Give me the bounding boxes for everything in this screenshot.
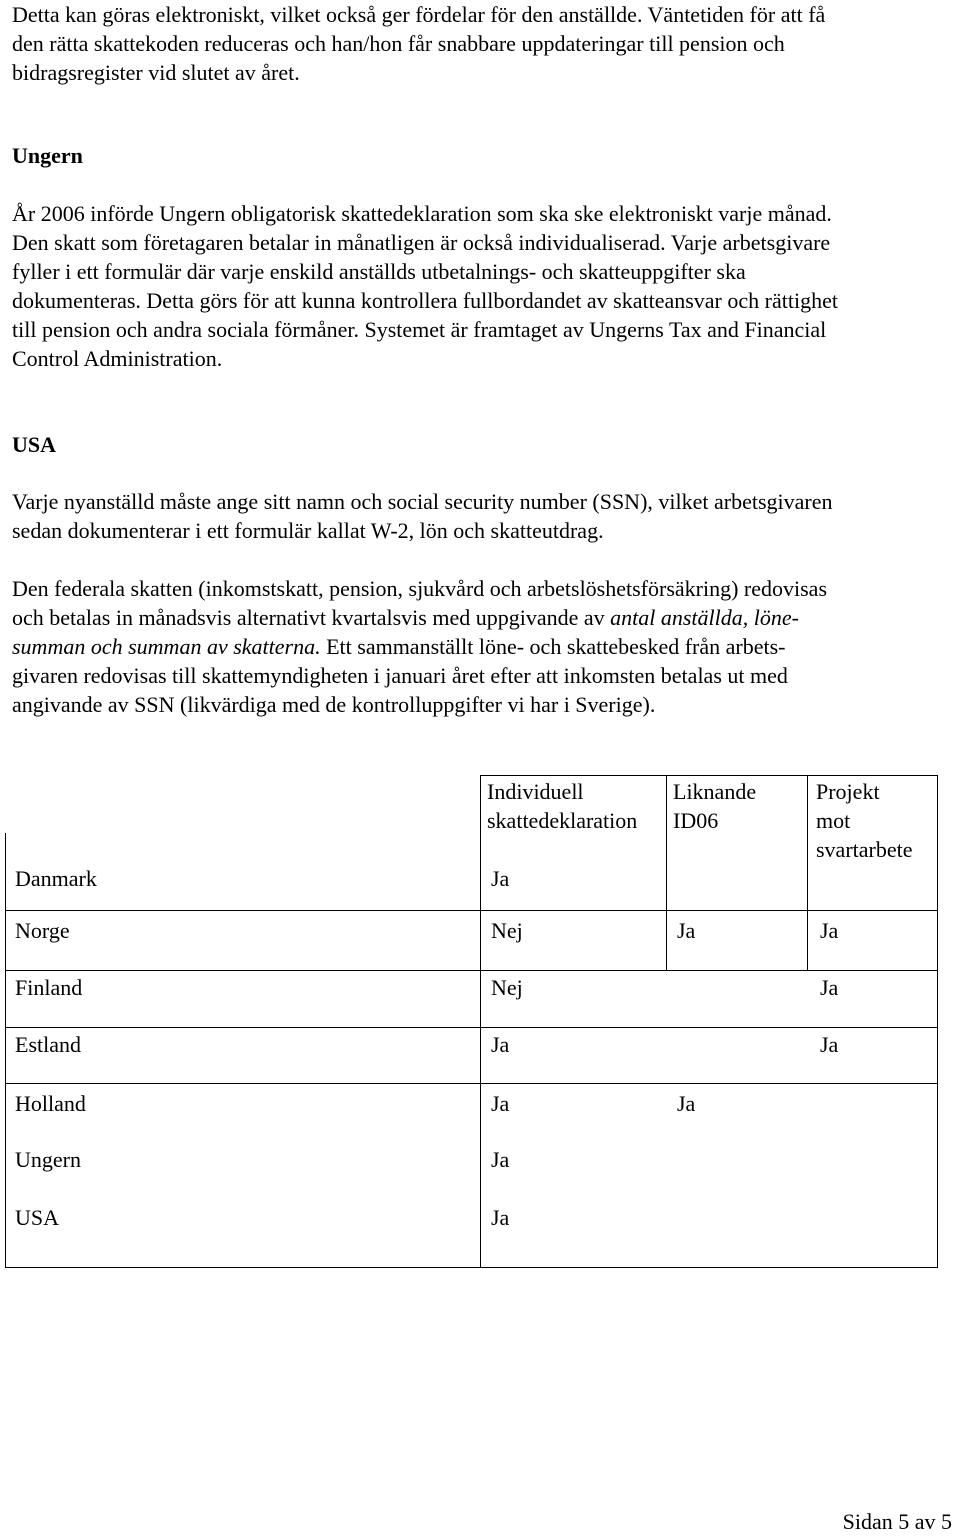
heading-usa: USA (12, 432, 57, 457)
row-country: Norge (15, 918, 70, 943)
row-individuell: Ja (491, 1205, 510, 1230)
ungern-line: Control Administration. (12, 346, 223, 371)
usa-italic-text: summan och summan av skatterna. (12, 634, 321, 659)
ungern-line: till pension och andra sociala förmåner. Systemet är framtaget av Ungerns Tax and Financial (12, 317, 827, 342)
intro-paragraph (12, 0, 956, 87)
table-rule (5, 910, 938, 911)
row-country: Ungern (15, 1147, 81, 1172)
usa-text: Ett sammanställt löne- och skattebesked från arbets- (320, 634, 786, 659)
usa-text: och betalas in månadsvis alternativt kvartalsvis med uppgivande av (12, 605, 611, 630)
row-projekt: Ja (820, 975, 839, 1000)
table-rule (5, 1027, 938, 1028)
row-individuell: Ja (491, 1091, 510, 1116)
usa-paragraph-2 (12, 574, 956, 719)
header-text: mot (816, 808, 851, 833)
row-country: Holland (15, 1091, 86, 1116)
header-text: Liknande (673, 779, 757, 804)
row-liknande: Ja (677, 1091, 696, 1116)
table-rule (937, 775, 938, 1268)
row-country: Estland (15, 1032, 81, 1057)
row-country: Finland (15, 975, 83, 1000)
usa-line (12, 632, 956, 661)
header-text: Individuell (487, 779, 584, 804)
ungern-line: Den skatt som företagaren betalar in månatligen är också individualiserad. Varje arbetsgivare (12, 230, 831, 255)
page-number: Sidan 5 av 5 (842, 1509, 952, 1534)
ungern-paragraph (12, 199, 956, 373)
usa-line: givaren redovisas till skattemyndigheten i januari året efter att inkomsten betalas ut med (12, 663, 788, 688)
usa-italic-text: antal anställda, löne- (610, 605, 799, 630)
usa-line: Den federala skatten (inkomstskatt, pension, sjukvård och arbetslöshetsförsäkring) redovisas (12, 576, 828, 601)
row-country: USA (15, 1205, 60, 1230)
header-text: svartarbete (816, 837, 913, 862)
table-rule (480, 775, 938, 776)
usa-line (12, 603, 956, 632)
row-liknande: Ja (677, 918, 696, 943)
header-liknande (673, 777, 756, 835)
table-rule (5, 970, 938, 971)
table-rule (5, 1083, 938, 1084)
header-projekt (816, 777, 913, 864)
row-individuell: Ja (491, 1032, 510, 1057)
row-individuell: Ja (491, 1147, 510, 1172)
row-individuell: Nej (491, 918, 523, 943)
table-rule (5, 833, 6, 1268)
comparison-table (5, 775, 938, 1268)
row-country: Danmark (15, 866, 97, 891)
usa-paragraph-1 (12, 487, 956, 545)
table-rule (666, 775, 667, 970)
header-text: Projekt (816, 779, 880, 804)
intro-line: bidragsregister vid slutet av året. (12, 60, 300, 85)
heading-ungern: Ungern (12, 143, 83, 168)
table-rule (807, 775, 808, 970)
header-individuell (487, 777, 637, 835)
ungern-line: fyller i ett formulär där varje enskild anställds utbetalnings- och skatteuppgifter ska (12, 259, 746, 284)
table-rule (480, 775, 481, 1268)
row-individuell: Ja (491, 866, 510, 891)
row-projekt: Ja (820, 1032, 839, 1057)
table-rule (5, 1267, 938, 1268)
intro-line: Detta kan göras elektroniskt, vilket också ger fördelar för den anställde. Väntetiden för att få (12, 2, 826, 27)
usa-line: angivande av SSN (likvärdiga med de kontrolluppgifter vi har i Sverige). (12, 692, 656, 717)
ungern-line: År 2006 införde Ungern obligatorisk skattedeklaration som ska ske elektroniskt varje månad. (12, 201, 832, 226)
row-individuell: Nej (491, 975, 523, 1000)
usa-line: sedan dokumenterar i ett formulär kallat W-2, lön och skatteutdrag. (12, 518, 604, 543)
ungern-line: dokumenteras. Detta görs för att kunna kontrollera fullbordandet av skatteansvar och rättighet (12, 288, 838, 313)
intro-line: den rätta skattekoden reduceras och han/hon får snabbare uppdateringar till pension och (12, 31, 785, 56)
row-projekt: Ja (820, 918, 839, 943)
header-text: ID06 (673, 808, 719, 833)
usa-line: Varje nyanställd måste ange sitt namn och social security number (SSN), vilket arbetsgivaren (12, 489, 833, 514)
header-text: skattedeklaration (487, 808, 638, 833)
